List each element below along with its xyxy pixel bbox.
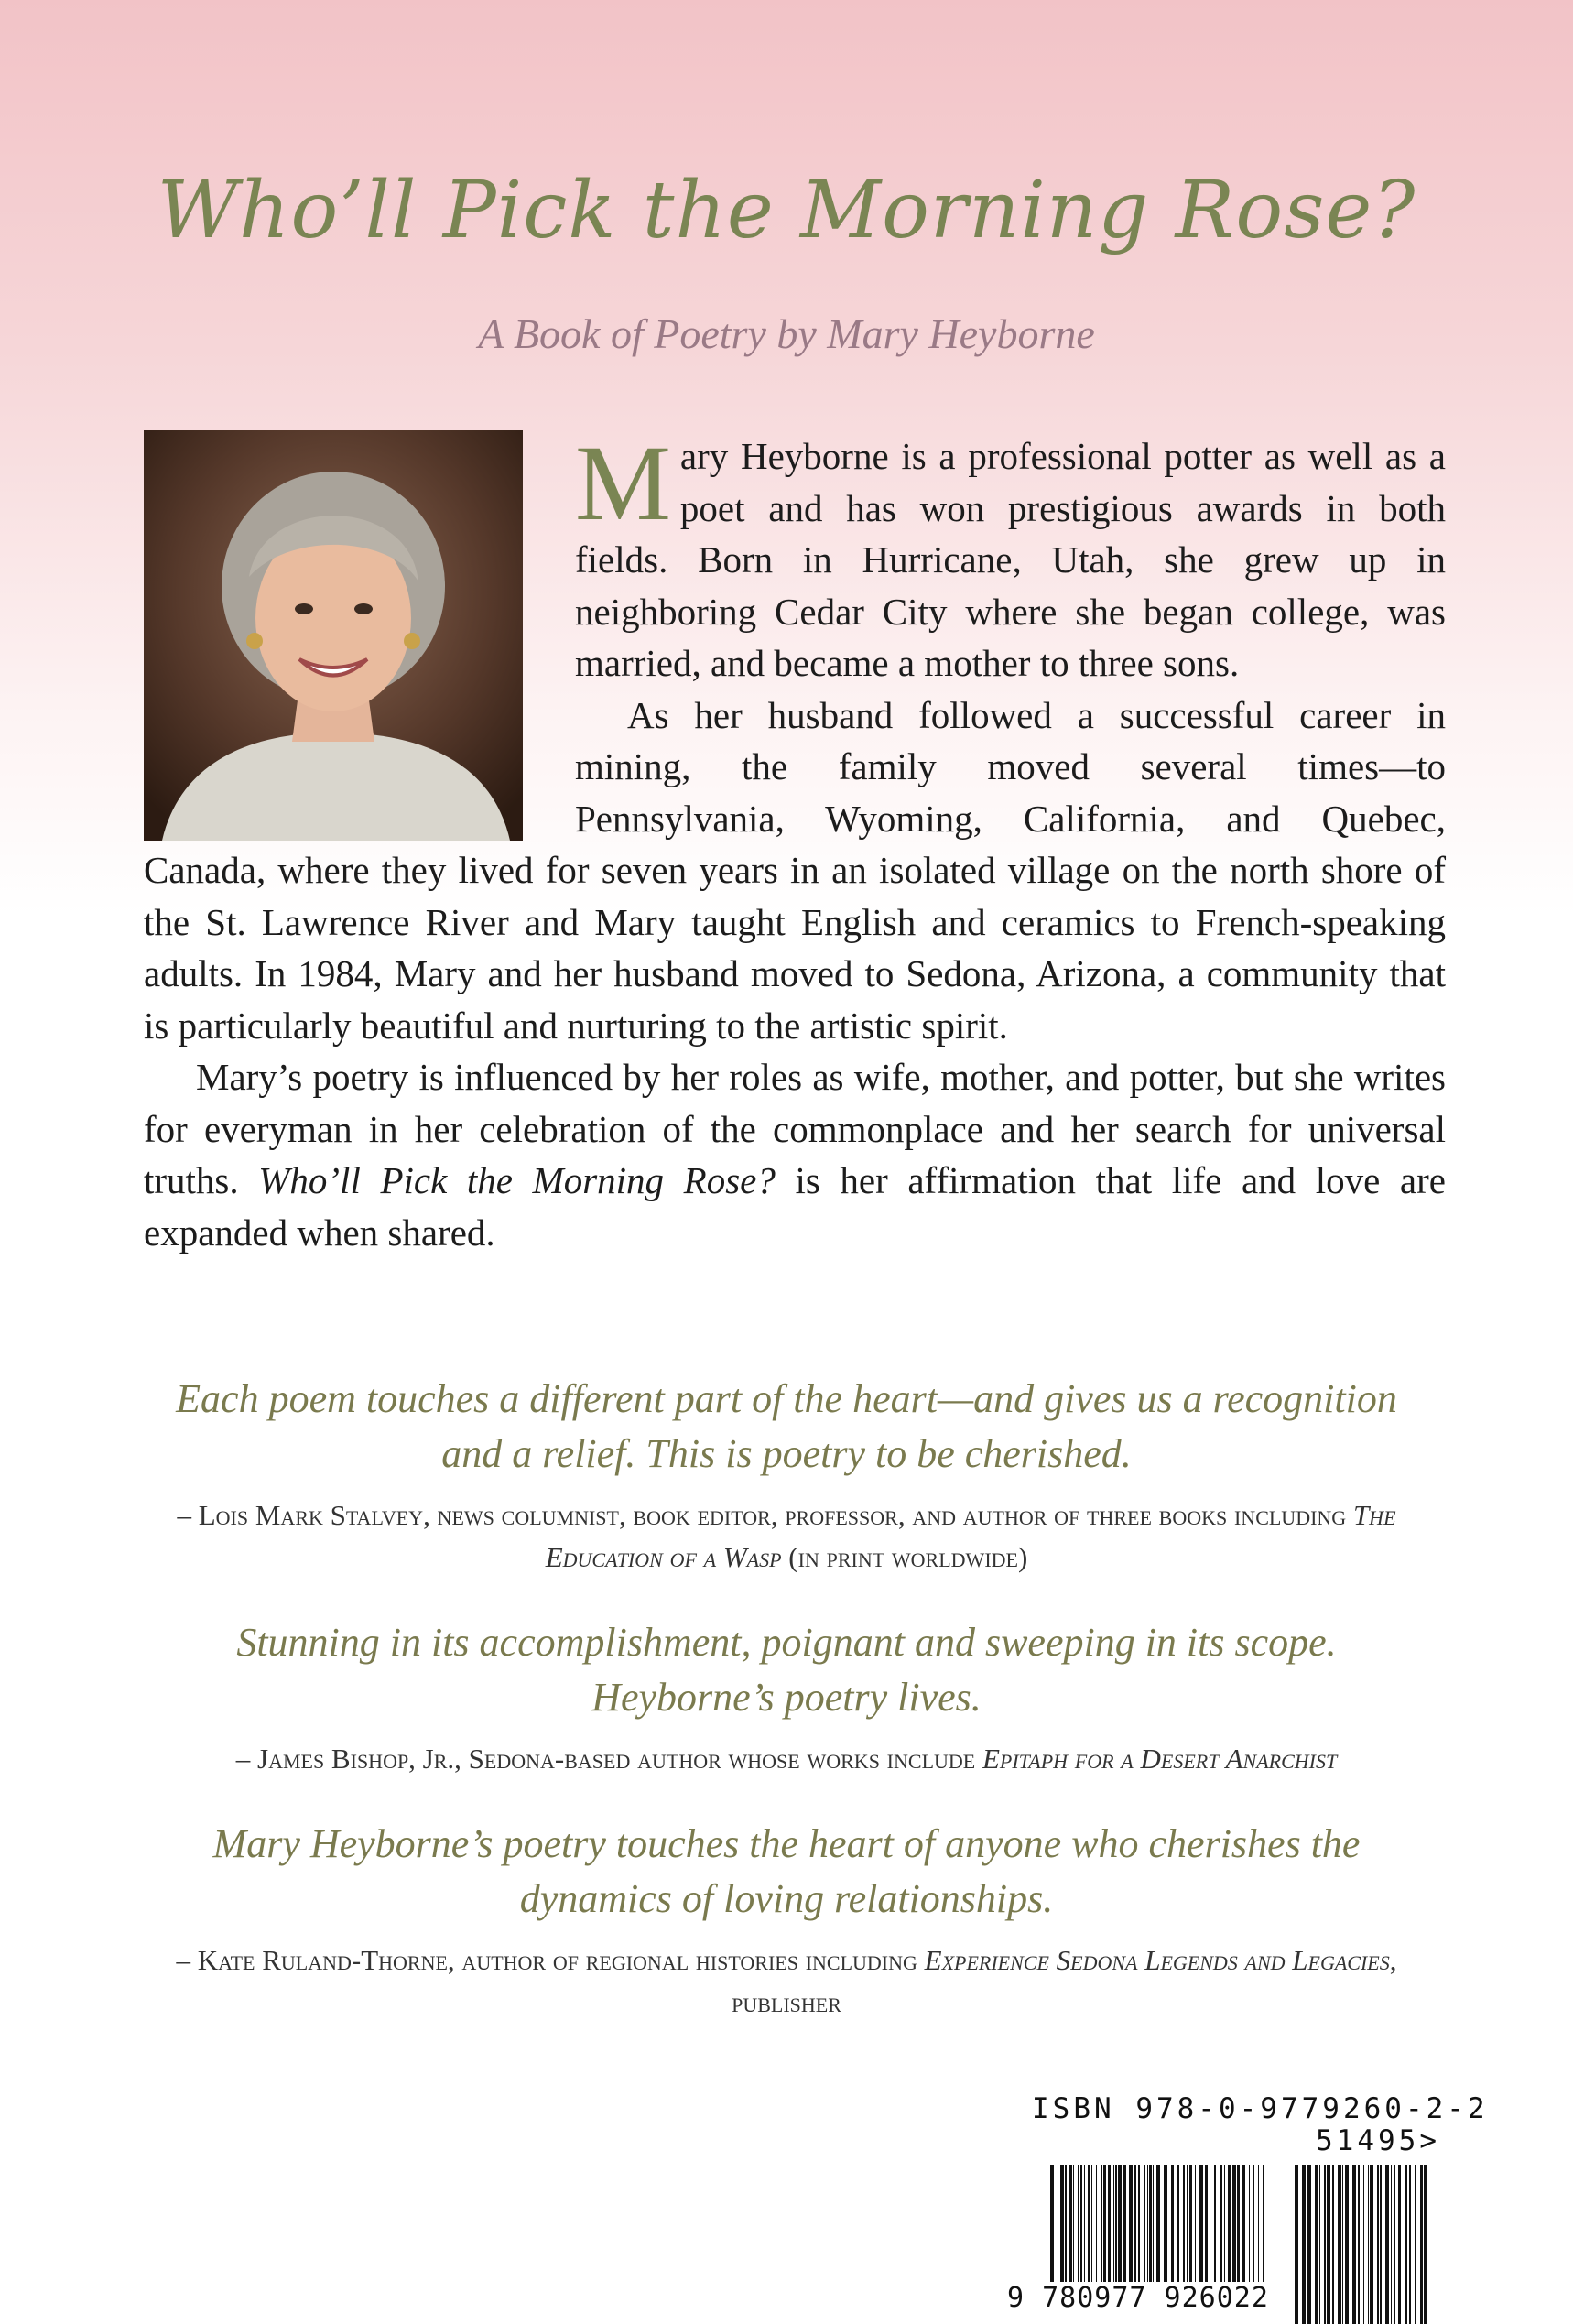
barcode-bar: [1358, 2165, 1360, 2324]
attribution-book-title: Experience Sedona Legends and Legacies: [924, 1944, 1390, 1976]
barcode-bar: [1332, 2165, 1334, 2324]
barcode-bar: [1394, 2165, 1395, 2324]
bio-paragraph-2: As her husband followed a successful career in mining, the family moved several times—to Pennsylvania, Wyoming, California, and Quebec, Canada, where they lived for seven years in an isolated village on the north shore of the St. Lawrence River and Mary taught English and ceramics to French-speaking adults. In 1984, Mary and her husband moved to Sedona, Arizona, a community that is particularly beautiful and nurturing to the artistic spirit.: [144, 693, 1446, 1047]
review-quote-text: Stunning in its accomplishment, poignant and sweeping in its scope. Heyborne’s poetry lives.: [236, 1620, 1337, 1720]
attribution-text: – Kate Ruland-Thorne, author of regional histories including: [176, 1944, 925, 1976]
review-quote-block: [0, 1372, 1573, 1579]
review-quote-text: Each poem touches a different part of the heart—and gives us a recognition and a relief. This is poetry to be cherished.: [176, 1376, 1397, 1476]
author-photo: [144, 430, 523, 841]
review-quote-block: [0, 1615, 1573, 1780]
attribution-text: – Lois Mark Stalvey, news columnist, book editor, professor, and author of three books including: [177, 1499, 1353, 1531]
barcode-bar: [1327, 2165, 1330, 2324]
barcode-bar: [1319, 2165, 1320, 2324]
attribution-text-after: , publisher: [732, 1944, 1397, 2018]
barcode-bar: [1391, 2165, 1392, 2324]
portrait-image: [144, 430, 523, 841]
barcode-bar: [1295, 2165, 1298, 2324]
bio-p3-after: is her affirmation that life and love are expanded when shared.: [144, 1159, 1446, 1254]
barcode-bar: [1420, 2165, 1423, 2324]
barcode-bar: [1352, 2165, 1356, 2324]
barcode-bar: [1380, 2165, 1382, 2324]
attribution-book-title: The Education of a Wasp: [545, 1499, 1396, 1573]
bio-p3-title: Who’ll Pick the Morning Rose?: [258, 1159, 776, 1201]
author-bio: [144, 423, 1446, 1258]
bio-paragraph-3: [144, 1051, 1446, 1258]
review-attribution: [146, 1494, 1427, 1579]
isbn-label: ISBN 978-0-9779260-2-2: [1032, 2092, 1489, 2125]
barcode-bar: [1368, 2165, 1369, 2324]
barcode-bar: [1338, 2165, 1341, 2324]
barcode-bar: [1363, 2165, 1364, 2324]
barcode-digits: 9 780977 926022: [1007, 2282, 1273, 2314]
bio-paragraph-1-text: ary Heyborne is a professional potter as well as a poet and has won prestigious awards in both fields. Born in Hurricane, Utah, she grew up in neighboring Cedar City where she began college, was married, and became a mother to three sons.: [575, 435, 1446, 684]
barcode-bar: [1342, 2165, 1343, 2324]
review-quote-text: Mary Heyborne’s poetry touches the heart of anyone who cherishes the dynamics of loving relationships.: [212, 1821, 1361, 1921]
barcode-bar: [1415, 2165, 1416, 2324]
barcode-bar: [1345, 2165, 1349, 2324]
attribution-book-title: Epitaph for a Desert Anarchist: [982, 1743, 1338, 1775]
barcode-bar: [1409, 2165, 1411, 2324]
barcode-bar: [1370, 2165, 1373, 2324]
dropcap-letter: M: [575, 423, 671, 543]
review-attribution: [146, 1738, 1427, 1780]
barcode-bar: [1398, 2165, 1401, 2324]
attribution-text: – James Bishop, Jr., Sedona-based author whose works include: [235, 1743, 982, 1775]
barcode-bar: [1324, 2165, 1326, 2324]
book-subtitle: A Book of Poetry by Mary Heyborne: [478, 310, 1095, 357]
price-code: 51495>: [1316, 2124, 1440, 2157]
review-quote-block: [0, 1817, 1573, 2024]
review-attribution: [146, 1939, 1427, 2024]
book-title: Who’ll Pick the Morning Rose?: [157, 165, 1416, 256]
barcode-bar: [1377, 2165, 1379, 2324]
barcode-bar: [1385, 2165, 1389, 2324]
bio-p3-before: Mary’s poetry is influenced by her roles as wife, mother, and potter, but she writes for everyman in her celebration of the commonplace and her search for universal truths.: [144, 1056, 1446, 1201]
barcode-bar: [1405, 2165, 1407, 2324]
barcode-bar: [1307, 2165, 1311, 2324]
barcode-bar: [1302, 2165, 1306, 2324]
barcode-bar: [1315, 2165, 1318, 2324]
barcode-addon: [1295, 2165, 1427, 2324]
review-quotes: [0, 1372, 1573, 2060]
barcode-bar: [1424, 2165, 1427, 2324]
attribution-text-after: (in print worldwide): [781, 1541, 1028, 1573]
